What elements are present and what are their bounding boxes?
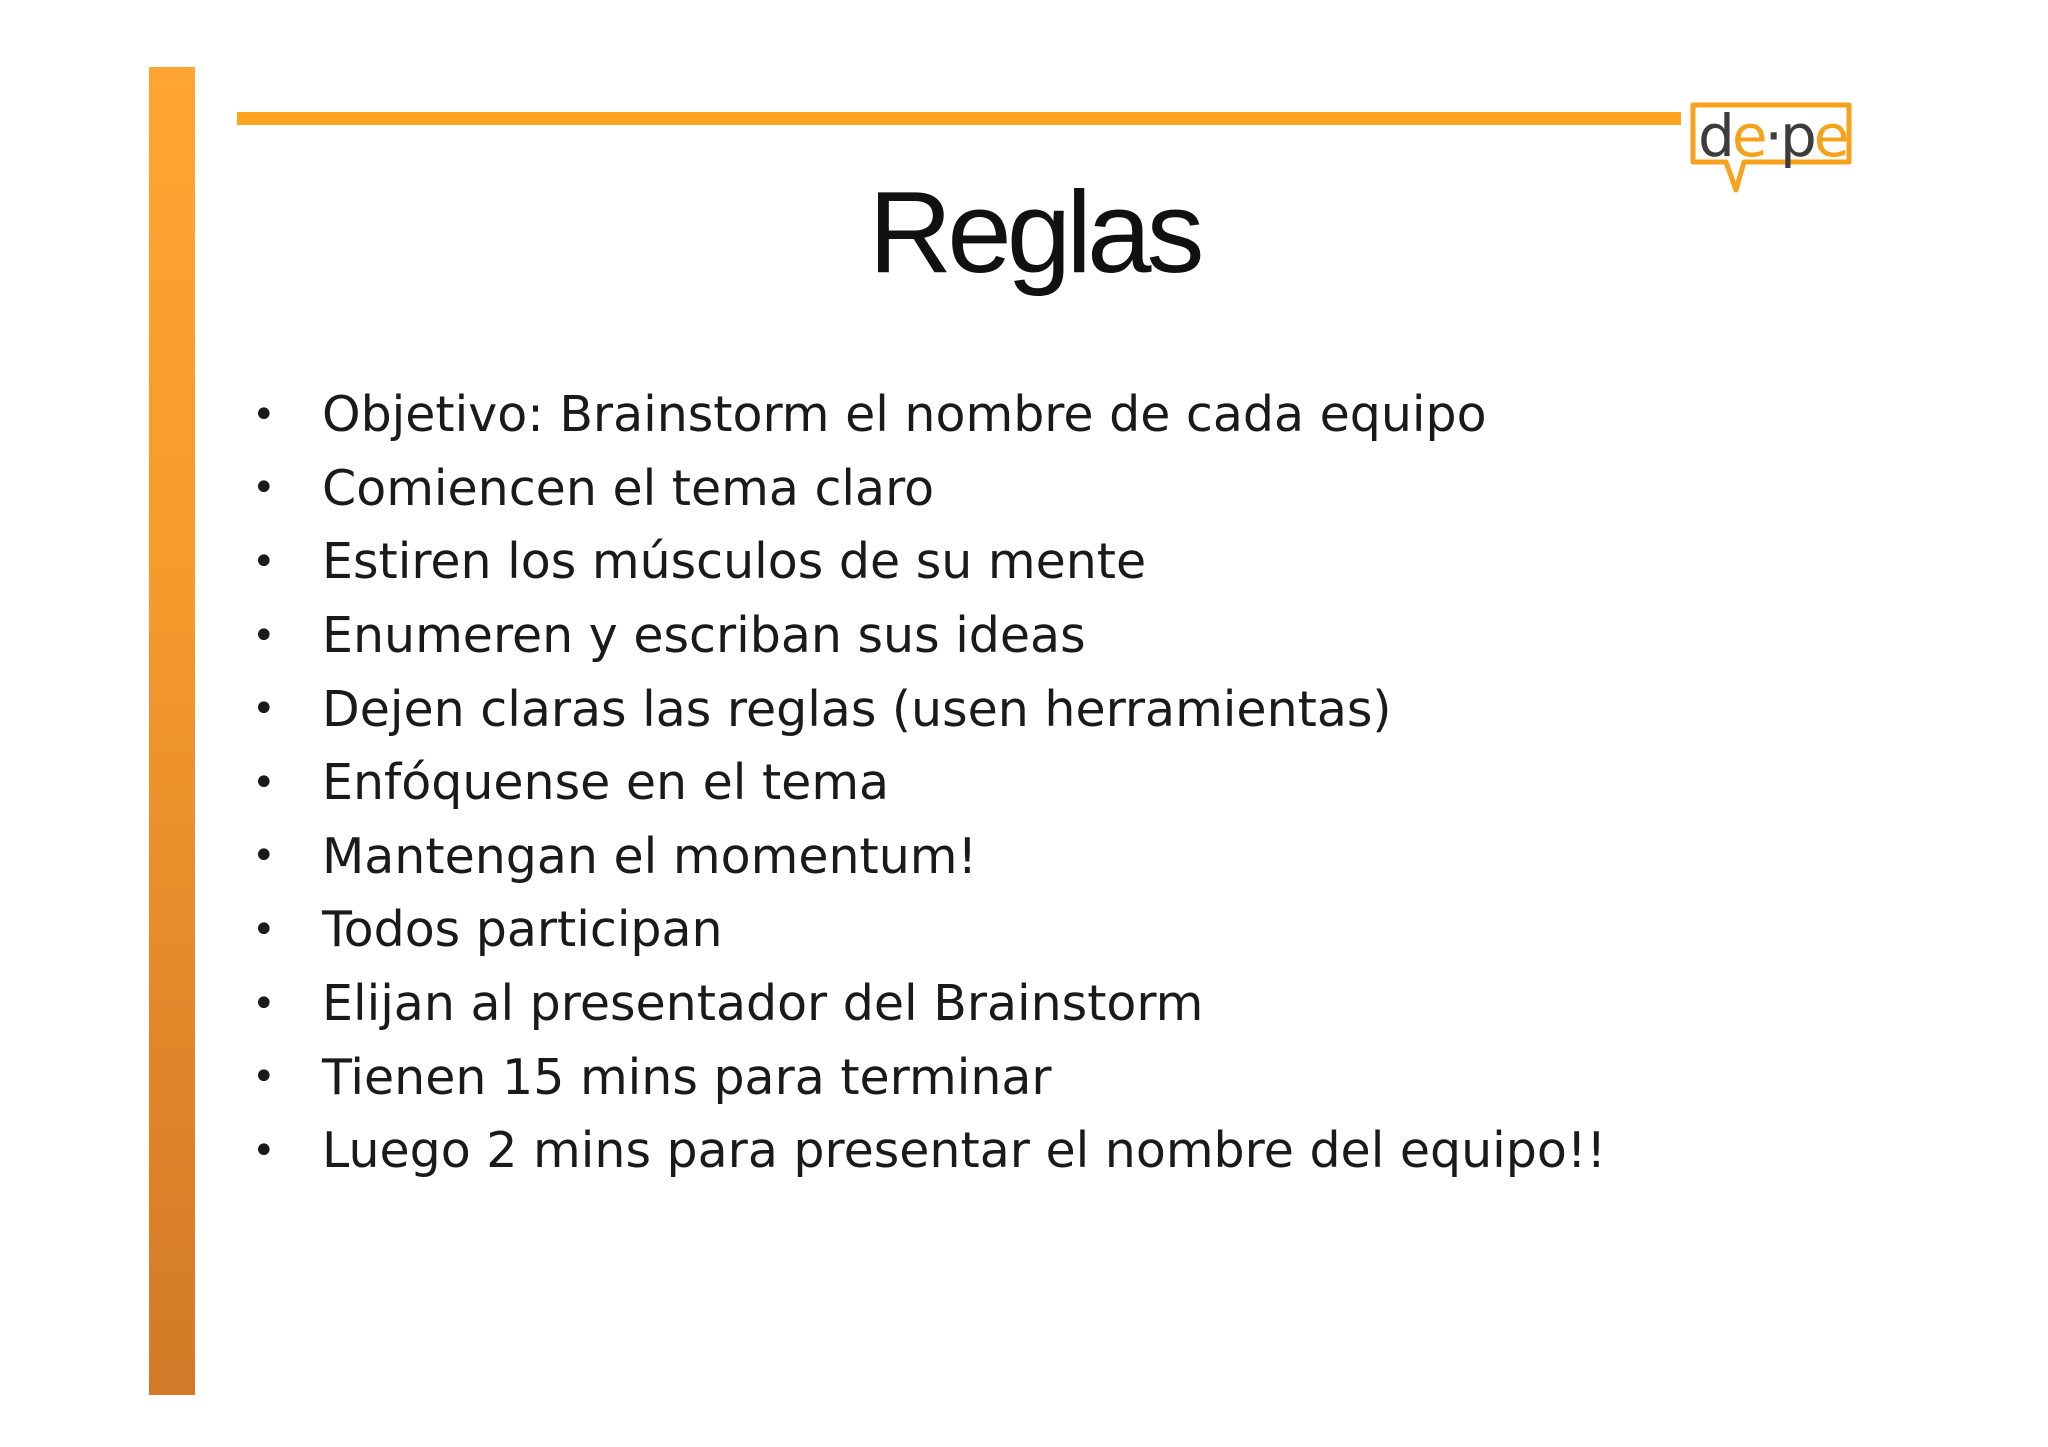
header-rule	[237, 112, 1681, 125]
list-item	[252, 1040, 1606, 1114]
bullet-dot: •	[252, 612, 276, 659]
logo-text: de·pe	[1698, 102, 1847, 170]
bullet-dot: •	[252, 759, 276, 806]
list-item	[252, 967, 1606, 1041]
bullet-dot: •	[252, 391, 276, 438]
bullet-dot: •	[252, 1054, 276, 1101]
list-item	[252, 820, 1606, 894]
list-item	[252, 672, 1606, 746]
bullet-dot: •	[252, 980, 276, 1027]
list-item	[252, 1114, 1606, 1188]
rules-list	[252, 378, 1606, 1188]
bullet-dot: •	[252, 538, 276, 585]
list-item	[252, 452, 1606, 526]
list-item-text: Elijan al presentador del Brainstorm	[322, 975, 1204, 1033]
list-item-text: Estiren los músculos de su mente	[322, 533, 1147, 591]
list-item	[252, 378, 1606, 452]
bullet-dot: •	[252, 906, 276, 953]
list-item-text: Mantengan el momentum!	[322, 827, 978, 885]
list-item-text: Todos participan	[322, 901, 723, 959]
list-item-text: Comiencen el tema claro	[322, 459, 935, 517]
list-item-text: Luego 2 mins para presentar el nombre del equipo!!	[322, 1122, 1607, 1180]
bullet-dot: •	[252, 1127, 276, 1174]
bullet-dot: •	[252, 465, 276, 512]
slide-title: Reglas	[868, 167, 1200, 297]
list-item	[252, 746, 1606, 820]
list-item-text: Tienen 15 mins para terminar	[322, 1048, 1052, 1106]
list-item-text: Enumeren y escriban sus ideas	[322, 607, 1086, 665]
list-item-text: Objetivo: Brainstorm el nombre de cada equipo	[322, 386, 1487, 444]
list-item	[252, 599, 1606, 673]
bullet-dot: •	[252, 833, 276, 880]
list-item-text: Enfóquense en el tema	[322, 754, 890, 812]
list-item	[252, 893, 1606, 967]
bullet-dot: •	[252, 686, 276, 733]
list-item	[252, 525, 1606, 599]
list-item-text: Dejen claras las reglas (usen herramientas)	[322, 680, 1392, 738]
